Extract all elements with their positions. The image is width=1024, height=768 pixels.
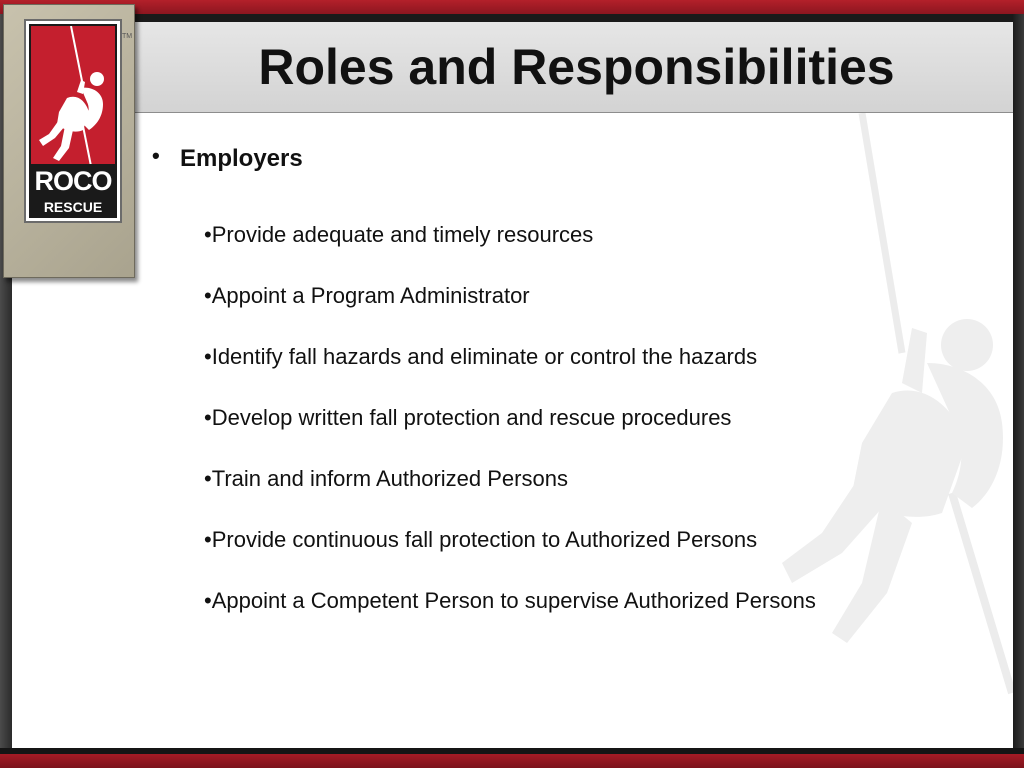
roco-rescue-logo [24, 19, 122, 223]
logo-rescue-text: RESCUE [31, 198, 115, 216]
responsibility-list [204, 220, 884, 647]
list-item: •Provide adequate and timely resources [204, 222, 594, 247]
list-item: •Appoint a Program Administrator [204, 283, 530, 308]
right-frame-strip [1013, 14, 1024, 754]
logo-plate [3, 4, 135, 278]
trademark-mark: TM [122, 33, 133, 40]
section-heading-label: Employers [180, 145, 303, 172]
list-item: •Appoint a Competent Person to supervise Authorized Persons [204, 588, 816, 613]
top-black-band [0, 14, 1024, 22]
bullet-icon: • [152, 143, 160, 168]
list-item: •Provide continuous fall protection to Authorized Persons [204, 527, 758, 552]
logo-roco-text: ROCO [31, 164, 115, 198]
list-item: •Train and inform Authorized Persons [204, 466, 568, 491]
list-item: •Develop written fall protection and rescue procedures [204, 405, 732, 430]
top-red-band [0, 0, 1024, 14]
bottom-red-band [0, 754, 1024, 768]
rappeller-icon [31, 26, 115, 176]
list-item: •Identify fall hazards and eliminate or control the hazards [204, 344, 758, 369]
logo-red-panel [29, 24, 117, 218]
page-title: Roles and Responsibilities [258, 39, 895, 95]
